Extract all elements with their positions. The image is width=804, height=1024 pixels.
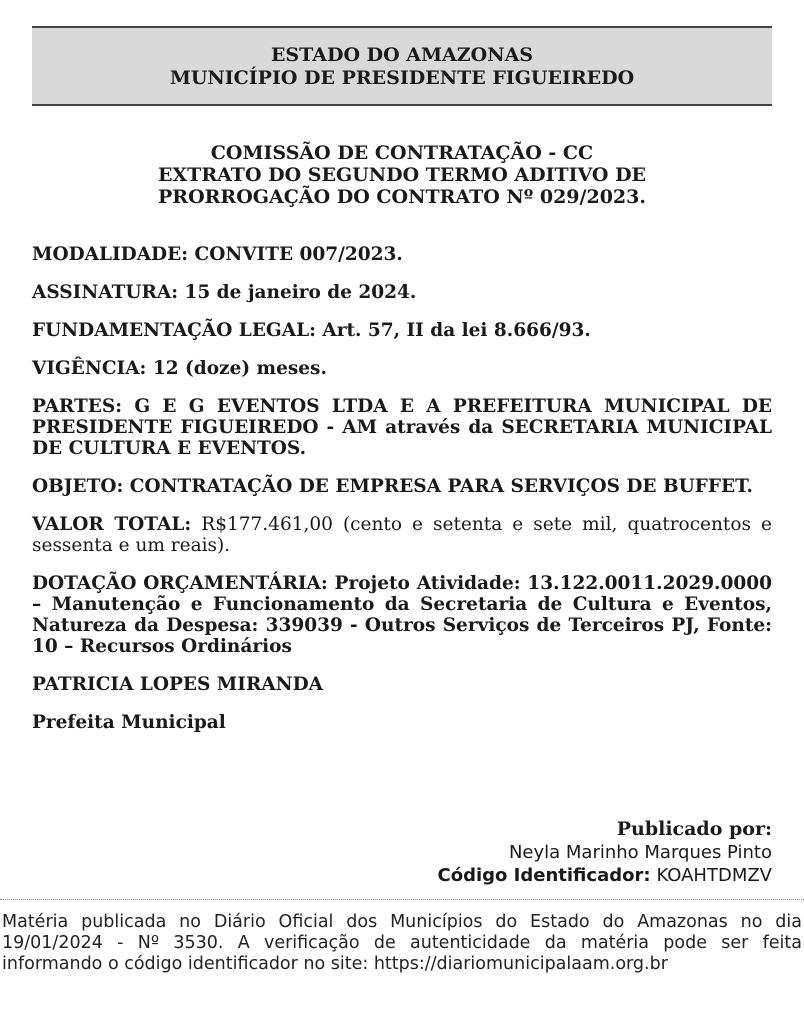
title-line-1: COMISSÃO DE CONTRATAÇÃO - CC bbox=[210, 142, 594, 164]
field-label: MODALIDADE: bbox=[32, 244, 189, 265]
field-value: R$177.461,00 (cento e setenta e sete mil, quatrocentos e sessenta e um reais). bbox=[32, 514, 772, 556]
publication-info bbox=[438, 818, 772, 887]
title-line-3: PRORROGAÇÃO DO CONTRATO Nº 029/2023. bbox=[158, 186, 646, 208]
field-dotacao bbox=[32, 573, 772, 657]
field-partes bbox=[32, 396, 772, 459]
signatory-role: Prefeita Municipal bbox=[32, 712, 226, 733]
publisher-name: Neyla Marinho Marques Pinto bbox=[508, 842, 772, 863]
field-vigencia bbox=[32, 358, 772, 379]
footer-note: Matéria publicada no Diário Oficial dos Municípios do Estado do Amazonas no dia 19/01/2024 - Nº 3530. A verificação de autenticidade da matéria pode ser feita informando o código identificador no site: https://diariomunicipalaam.org.br bbox=[2, 912, 802, 974]
identifier-code: KOAHTDMZV bbox=[656, 865, 772, 886]
footer-divider bbox=[0, 899, 804, 900]
title-line-2: EXTRATO DO SEGUNDO TERMO ADITIVO DE bbox=[157, 164, 647, 186]
header-banner bbox=[32, 26, 772, 106]
field-value: Projeto Atividade: 13.122.0011.2029.0000 – Manutenção e Funcionamento da Secretaria de Cultura e Eventos, Natureza da Despesa: 339039 - Outros Serviços de Terceiros PJ, Fonte: 10 – Recursos Ordinários bbox=[32, 573, 772, 657]
field-fundamentacao bbox=[32, 320, 772, 341]
field-label: VIGÊNCIA: bbox=[32, 358, 147, 379]
field-value: 12 (doze) meses. bbox=[152, 358, 327, 379]
document-title bbox=[32, 142, 772, 208]
field-assinatura bbox=[32, 282, 772, 303]
field-valor bbox=[32, 514, 772, 556]
field-label: PARTES: bbox=[32, 396, 123, 417]
field-value: 15 de janeiro de 2024. bbox=[184, 282, 417, 303]
field-value: Art. 57, II da lei 8.666/93. bbox=[322, 320, 591, 341]
field-label: ASSINATURA: bbox=[32, 282, 179, 303]
published-by-label: Publicado por: bbox=[616, 818, 772, 840]
field-label: FUNDAMENTAÇÃO LEGAL: bbox=[32, 320, 316, 341]
field-value: CONVITE 007/2023. bbox=[194, 244, 403, 265]
field-label: DOTAÇÃO ORÇAMENTÁRIA: bbox=[32, 573, 328, 594]
signatory-name: PATRICIA LOPES MIRANDA bbox=[32, 674, 323, 695]
field-modalidade bbox=[32, 244, 772, 265]
field-label: OBJETO: bbox=[32, 476, 124, 497]
identifier-code-label: Código Identificador: bbox=[437, 865, 651, 886]
state-title: ESTADO DO AMAZONAS bbox=[270, 44, 534, 66]
field-value: CONTRATAÇÃO DE EMPRESA PARA SERVIÇOS DE BUFFET. bbox=[129, 476, 753, 497]
field-objeto bbox=[32, 476, 772, 497]
document-body bbox=[32, 244, 772, 750]
field-value: G E G EVENTOS LTDA E A PREFEITURA MUNICIPAL DE PRESIDENTE FIGUEIREDO - AM através da SECRETARIA MUNICIPAL DE CULTURA E EVENTOS. bbox=[32, 396, 772, 459]
field-label: VALOR TOTAL: bbox=[32, 514, 192, 535]
municipality-title: MUNICÍPIO DE PRESIDENTE FIGUEIREDO bbox=[169, 67, 635, 89]
